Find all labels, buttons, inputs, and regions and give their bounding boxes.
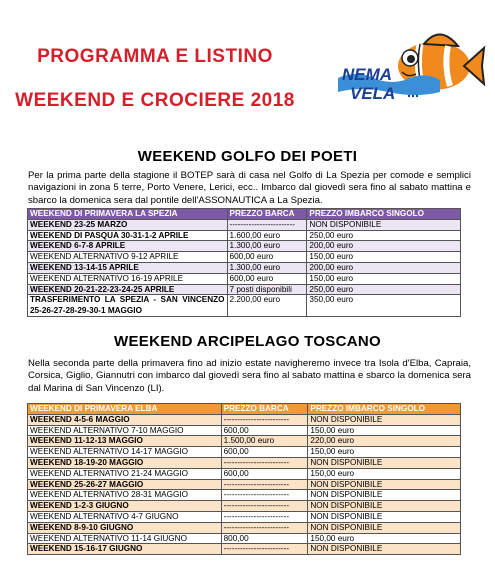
table-row — [28, 219, 461, 230]
cell-weekend: WEEKEND ALTERNATIVO 7-10 MAGGIO — [28, 425, 222, 436]
table-arcipelago-toscano — [27, 403, 461, 555]
table-row — [28, 262, 461, 273]
cell-prezzo-barca: 7 posti disponibili — [227, 284, 307, 295]
table-row — [28, 522, 461, 533]
section1-paragraph: Per la prima parte della stagione il BOTEP sarà di casa nel Golfo di La Spezia per comode e semplici navigazioni in zona 5 terre, Porto Venere, Lerici, ecc.. Imbarco dal giovedì sera fino al sabato mattina e sbarco la domenica sera dal pontile dell'ASSONAUTICA a La Spezia. — [28, 170, 471, 206]
table-row — [28, 414, 461, 425]
cell-weekend: TRASFERIMENTO LA SPEZIA - SAN VINCENZO 25-26-27-28-29-30-1 MAGGIO — [28, 295, 228, 316]
table-row — [28, 544, 461, 555]
table-row — [28, 447, 461, 458]
cell-weekend: WEEKEND 8-9-10 GIUGNO — [28, 522, 222, 533]
cell-prezzo-singolo: NON DISPONIBILE — [308, 479, 461, 490]
cell-prezzo-singolo: 150,00 euro — [307, 273, 461, 284]
cell-prezzo-singolo: NON DISPONIBILE — [308, 457, 461, 468]
nemo-vela-logo — [336, 6, 486, 108]
cell-prezzo-singolo: 220,00 euro — [308, 436, 461, 447]
title-line-1: PROGRAMMA E LISTINO — [37, 46, 273, 67]
cell-weekend: WEEKEND ALTERNATIVO 4-7 GIUGNO — [28, 511, 222, 522]
table-row — [28, 273, 461, 284]
cell-prezzo-barca: 1.500,00 euro — [221, 436, 308, 447]
title-line-2: WEEKEND E CROCIERE 2018 — [15, 90, 295, 111]
cell-prezzo-barca: ------------------------ — [221, 501, 308, 512]
table-golfo-poeti — [27, 208, 461, 317]
cell-prezzo-singolo: NON DISPONIBILE — [308, 522, 461, 533]
cell-weekend: WEEKEND 11-12-13 MAGGIO — [28, 436, 222, 447]
cell-prezzo-barca: ------------------------ — [221, 522, 308, 533]
cell-prezzo-singolo: 200,00 euro — [307, 241, 461, 252]
cell-prezzo-singolo: NON DISPONIBILE — [308, 544, 461, 555]
clownfish-fin-top — [424, 34, 458, 46]
table-row — [28, 457, 461, 468]
cell-prezzo-barca: 600,00 euro — [227, 273, 307, 284]
cell-weekend: WEEKEND 1-2-3 GIUGNO — [28, 501, 222, 512]
cell-weekend: WEEKEND ALTERNATIVO 14-17 MAGGIO — [28, 447, 222, 458]
col-header-prezzo-singolo: PREZZO IMBARCO SINGOLO — [308, 404, 461, 415]
section2-heading: WEEKEND ARCIPELAGO TOSCANO — [114, 333, 381, 350]
cell-prezzo-barca: ------------------------ — [221, 511, 308, 522]
cell-prezzo-barca: ------------------------ — [221, 414, 308, 425]
cell-prezzo-singolo: NON DISPONIBILE — [308, 414, 461, 425]
cell-weekend: WEEKEND ALTERNATIVO 28-31 MAGGIO — [28, 490, 222, 501]
cell-prezzo-singolo: 150,00 euro — [307, 252, 461, 263]
cell-weekend: WEEKEND ALTERNATIVO 11-14 GIUGNO — [28, 533, 222, 544]
cell-weekend: WEEKEND 25-26-27 MAGGIO — [28, 479, 222, 490]
cell-weekend: WEEKEND 15-16-17 GIUGNO — [28, 544, 222, 555]
table-row — [28, 425, 461, 436]
table-row — [28, 511, 461, 522]
table-row — [28, 436, 461, 447]
cell-weekend: WEEKEND 4-5-6 MAGGIO — [28, 414, 222, 425]
logo-text-bottom: VELA — [350, 84, 396, 103]
cell-prezzo-barca: ------------------------ — [221, 479, 308, 490]
table-row — [28, 479, 461, 490]
cell-weekend: WEEKEND DI PASQUA 30-31-1-2 APRILE — [28, 230, 228, 241]
table-row — [28, 284, 461, 295]
table-row — [28, 230, 461, 241]
col-header-prezzo-barca: PREZZO BARCA — [227, 209, 307, 220]
section1-heading: WEEKEND GOLFO DEI POETI — [137, 148, 358, 165]
cell-prezzo-singolo: 350,00 euro — [307, 295, 461, 316]
table-row — [28, 533, 461, 544]
cell-prezzo-singolo: 250,00 euro — [307, 230, 461, 241]
cell-weekend: WEEKEND ALTERNATIVO 16-19 APRILE — [28, 273, 228, 284]
cell-prezzo-barca: 600,00 euro — [227, 252, 307, 263]
cell-prezzo-barca: ------------------------ — [221, 544, 308, 555]
cell-prezzo-singolo: 250,00 euro — [307, 284, 461, 295]
cell-prezzo-singolo: 150,00 euro — [308, 447, 461, 458]
logo-text-top: NEMA — [342, 65, 393, 84]
cell-prezzo-barca: 2.200,00 euro — [227, 295, 307, 316]
cell-weekend: WEEKEND 13-14-15 APRILE — [28, 262, 228, 273]
table-header-row — [28, 404, 461, 415]
table-row — [28, 241, 461, 252]
cell-prezzo-barca: 600,00 — [221, 468, 308, 479]
cell-prezzo-singolo: NON DISPONIBILE — [308, 490, 461, 501]
cell-weekend: WEEKEND 6-7-8 APRILE — [28, 241, 228, 252]
cell-prezzo-barca: 1.300,00 euro — [227, 241, 307, 252]
cell-prezzo-barca: 600,00 — [221, 447, 308, 458]
table-row — [28, 295, 461, 316]
cell-prezzo-singolo: NON DISPONIBILE — [308, 501, 461, 512]
cell-prezzo-barca: 1.600,00 euro — [227, 230, 307, 241]
table-row — [28, 501, 461, 512]
cell-prezzo-singolo: 150,00 euro — [308, 533, 461, 544]
table-row — [28, 252, 461, 263]
cell-weekend: WEEKEND ALTERNATIVO 9-12 APRILE — [28, 252, 228, 263]
cell-prezzo-barca: ------------------------ — [221, 457, 308, 468]
cell-prezzo-barca: ------------------------ — [221, 490, 308, 501]
col-header-weekend: WEEKEND DI PRIMAVERA LA SPEZIA — [28, 209, 228, 220]
cell-prezzo-singolo: NON DISPONIBILE — [308, 511, 461, 522]
cell-weekend: WEEKEND 20-21-22-23-24-25 APRILE — [28, 284, 228, 295]
col-header-prezzo-singolo: PREZZO IMBARCO SINGOLO — [307, 209, 461, 220]
table-row — [28, 490, 461, 501]
clownfish-tail — [464, 48, 484, 84]
cell-prezzo-barca: ------------------------ — [227, 219, 307, 230]
cell-prezzo-barca: 600,00 — [221, 425, 308, 436]
cell-weekend: WEEKEND 18-19-20 MAGGIO — [28, 457, 222, 468]
cell-prezzo-singolo: 150,00 euro — [308, 425, 461, 436]
cell-prezzo-barca: 1.300,00 euro — [227, 262, 307, 273]
cell-weekend: WEEKEND ALTERNATIVO 21-24 MAGGIO — [28, 468, 222, 479]
table-row — [28, 468, 461, 479]
cell-prezzo-singolo: 200,00 euro — [307, 262, 461, 273]
section2-paragraph: Nella seconda parte della primavera fino ad inizio estate navigheremo invece tra Isola d'Elba, Capraia, Corsica, Giglio, Giannutri con imbarco dal giovedì sera fino al sabato mattina e sbarco la domenica sera dal Marina di San Vincenzo (LI). — [28, 358, 471, 394]
cell-prezzo-singolo: 150,00 euro — [308, 468, 461, 479]
cell-weekend: WEEKEND 23-25 MARZO — [28, 219, 228, 230]
cell-prezzo-barca: 800,00 — [221, 533, 308, 544]
col-header-weekend: WEEKEND DI PRIMAVERA ELBA — [28, 404, 222, 415]
table-header-row — [28, 209, 461, 220]
cell-prezzo-singolo: NON DISPONIBILE — [307, 219, 461, 230]
col-header-prezzo-barca: PREZZO BARCA — [221, 404, 308, 415]
